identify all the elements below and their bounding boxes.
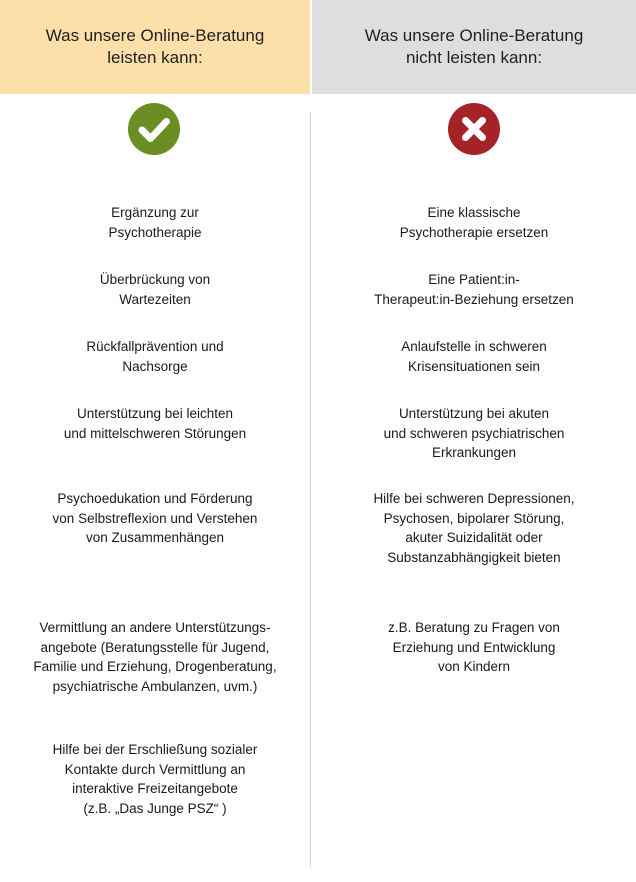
- cannot-item: z.B. Beratung zu Fragen von Erziehung und Entwicklung von Kindern: [388, 620, 560, 674]
- can-item: Überbrückung von Wartezeiten: [99, 272, 211, 307]
- cannot-item: Eine klassische Psychotherapie ersetzen: [399, 205, 549, 240]
- can-item: Rückfallprävention und Nachsorge: [86, 339, 224, 374]
- cannot-item: Eine Patient:in- Therapeut:in-Beziehung ersetzen: [374, 272, 574, 307]
- cannot-item: Anlaufstelle in schweren Krisensituationen sein: [401, 339, 547, 374]
- cross-icon: [448, 103, 500, 155]
- can-item: Hilfe bei der Erschließung sozialer Kontakte durch Vermittlung an interaktive Freizeitangebote (z.B. „Das Junge PSZ“ ): [52, 742, 258, 816]
- can-item: Psychoedukation und Förderung von Selbstreflexion und Verstehen von Zusammenhängen: [52, 491, 258, 545]
- can-column-header: [0, 0, 310, 94]
- cannot-column-title: Was unsere Online-Beratung nicht leisten kann:: [364, 26, 584, 67]
- column-divider: [310, 112, 311, 867]
- cannot-item: Hilfe bei schweren Depressionen, Psychosen, bipolarer Störung, akuter Suizidalität oder Substanzabhängigkeit bieten: [373, 491, 575, 565]
- can-column-title: Was unsere Online-Beratung leisten kann:: [45, 26, 265, 67]
- can-item: Unterstützung bei leichten und mittelschweren Störungen: [63, 406, 247, 441]
- checkmark-icon: [128, 103, 180, 155]
- can-item: Ergänzung zur Psychotherapie: [108, 205, 202, 240]
- cannot-column-header: [312, 0, 636, 94]
- cannot-item: Unterstützung bei akuten und schweren psychiatrischen Erkrankungen: [383, 406, 565, 460]
- can-item: Vermittlung an andere Unterstützungs- angebote (Beratungsstelle für Jugend, Familie und Erziehung, Drogenberatung, psychiatrische Ambulanzen, uvm.): [33, 620, 277, 694]
